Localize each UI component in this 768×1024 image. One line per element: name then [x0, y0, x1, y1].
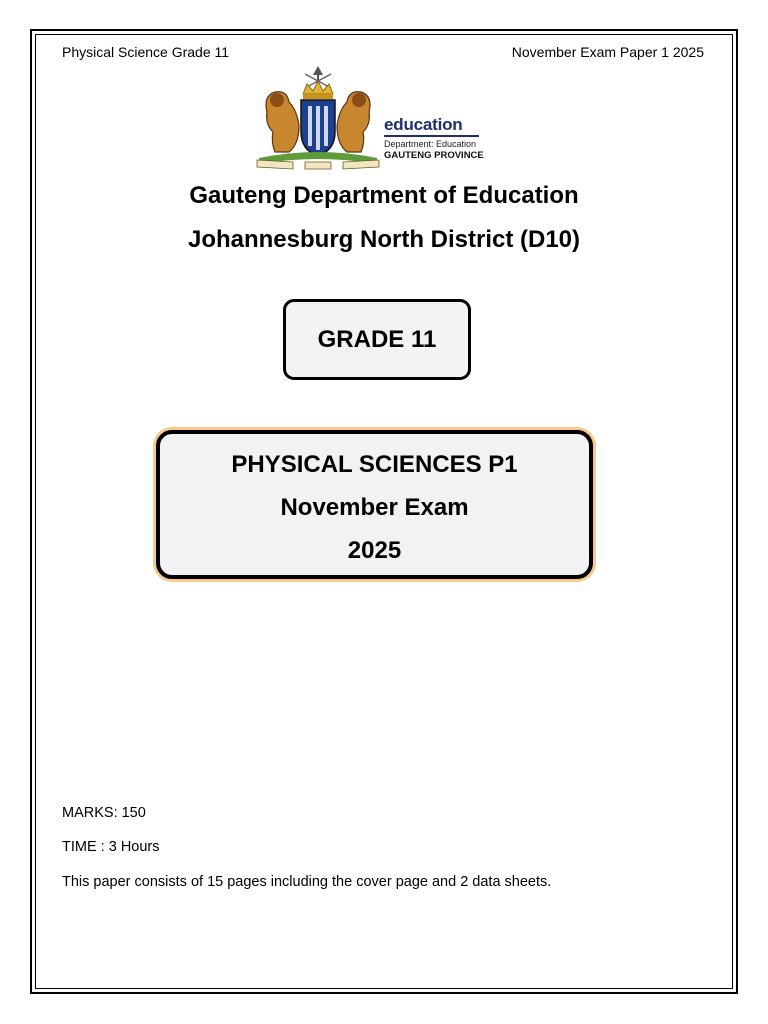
subject-box — [156, 430, 593, 579]
exam-year: 2025 — [347, 537, 402, 564]
header-right: November Exam Paper 1 2025 — [511, 44, 704, 60]
grade-label: GRADE 11 — [317, 325, 437, 353]
district-title: Johannesburg North District (D10) — [187, 226, 581, 253]
logo-subtitle: Department: Education — [384, 139, 477, 149]
grade-box — [283, 299, 471, 380]
logo-text — [384, 116, 484, 161]
marks-info: MARKS: 150 — [62, 805, 146, 821]
coat-of-arms-icon — [253, 66, 383, 170]
logo-word: education — [384, 115, 463, 134]
time-info: TIME : 3 Hours — [62, 839, 160, 855]
subject-title: PHYSICAL SCIENCES P1 — [231, 451, 518, 478]
logo-province: GAUTENG PROVINCE — [384, 150, 484, 161]
pages-info: This paper consists of 15 pages including the cover page and 2 data sheets. — [62, 874, 552, 890]
exam-session: November Exam — [280, 494, 469, 521]
department-title: Gauteng Department of Education — [189, 182, 579, 209]
logo-rule — [384, 135, 479, 137]
gauteng-education-logo — [253, 66, 493, 170]
header-left: Physical Science Grade 11 — [62, 44, 230, 60]
